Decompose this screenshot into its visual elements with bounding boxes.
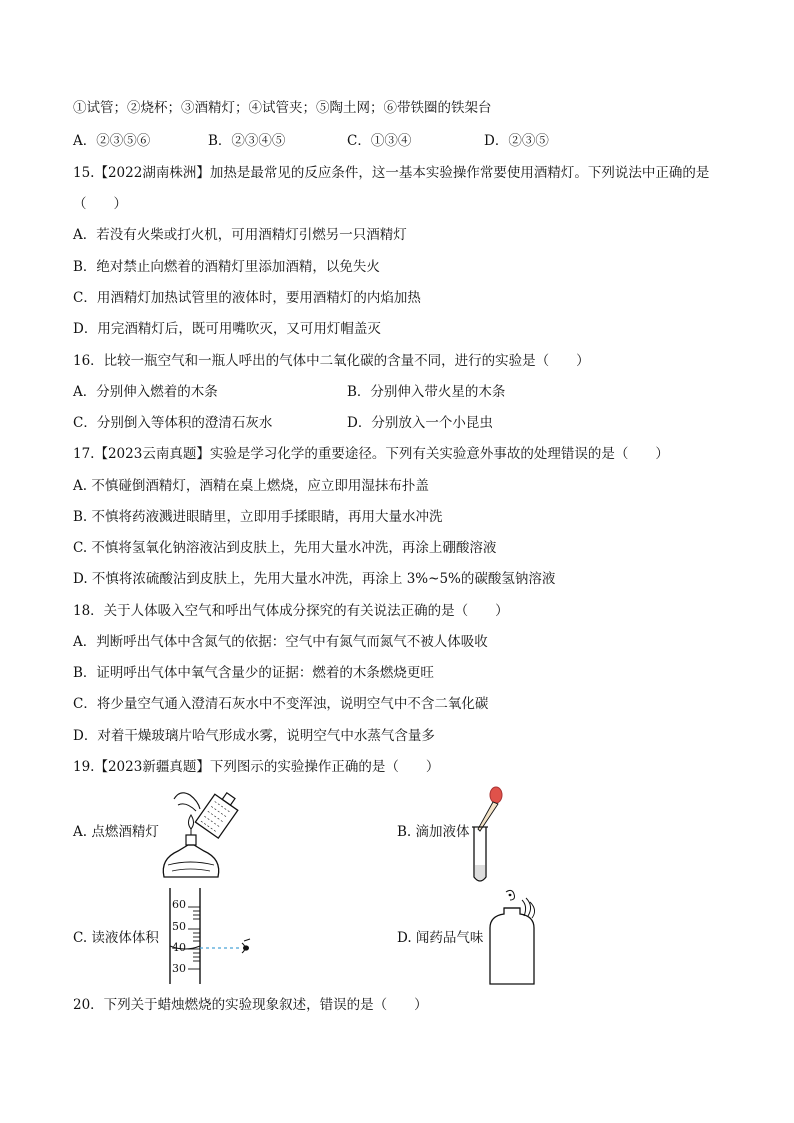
q15-answer-paren: （ ） [73, 196, 127, 212]
cylinder-tick-40: 40 [172, 941, 186, 954]
q19-option-b[interactable]: B. 滴加液体 [397, 824, 470, 840]
q18-option-d[interactable]: D．对着干燥玻璃片哈气形成水雾，说明空气中水蒸气含量多 [73, 728, 435, 744]
dropper-figure [464, 785, 514, 885]
q14-option-b[interactable]: B．②③④⑤ [208, 133, 286, 149]
q16-option-b[interactable]: B．分别伸入带火星的木条 [347, 384, 506, 400]
q17-option-a[interactable]: A. 不慎碰倒酒精灯，酒精在桌上燃烧，应立即用湿抹布扑盖 [73, 478, 429, 494]
q15-stem: 15.【2022湖南株洲】加热是最常见的反应条件，这一基本实验操作常要使用酒精灯。下列说法中正确的是 [73, 165, 710, 181]
q19-option-a[interactable]: A. 点燃酒精灯 [73, 824, 159, 840]
q17-option-d[interactable]: D. 不慎将浓硫酸沾到皮肤上，先用大量水冲洗，再涂上 3%~5%的碳酸氢钠溶液 [73, 571, 556, 587]
reagent-bottle-figure [484, 886, 544, 986]
q18-option-b[interactable]: B．证明呼出气体中氧气含量少的证据：燃着的木条燃烧更旺 [73, 665, 434, 681]
alcohol-lamp-figure [150, 785, 250, 885]
q17-option-b[interactable]: B. 不慎将药液溅进眼睛里，立即用手揉眼睛，再用大量水冲洗 [73, 509, 443, 525]
q17-option-c[interactable]: C. 不慎将氢氧化钠溶液沾到皮肤上，先用大量水冲洗，再涂上硼酸溶液 [73, 540, 497, 556]
q18-option-a[interactable]: A．判断呼出气体中含氮气的依据：空气中有氮气而氮气不被人体吸收 [73, 634, 488, 650]
q19-option-d[interactable]: D. 闻药品气味 [397, 930, 484, 946]
q16-option-c[interactable]: C．分别倒入等体积的澄清石灰水 [73, 415, 273, 431]
q18-stem: 18．关于人体吸入空气和呼出气体成分探究的有关说法正确的是（ ） [73, 603, 509, 619]
q16-stem: 16．比较一瓶空气和一瓶人呼出的气体中二氧化碳的含量不同，进行的实验是（ ） [73, 353, 590, 369]
q18-option-c[interactable]: C．将少量空气通入澄清石灰水中不变浑浊，说明空气中不含二氧化碳 [73, 696, 489, 712]
q15-option-a[interactable]: A．若没有火柴或打火机，可用酒精灯引燃另一只酒精灯 [73, 227, 407, 243]
q19-option-c[interactable]: C. 读液体体积 [73, 930, 159, 946]
q14-option-d[interactable]: D．②③⑤ [484, 133, 549, 149]
q15-option-b[interactable]: B．绝对禁止向燃着的酒精灯里添加酒精，以免失火 [73, 259, 380, 275]
graduated-cylinder-figure [158, 886, 268, 986]
q15-option-c[interactable]: C．用酒精灯加热试管里的液体时，要用酒精灯的内焰加热 [73, 290, 421, 306]
cylinder-tick-30: 30 [172, 962, 186, 975]
q16-option-a[interactable]: A．分别伸入燃着的木条 [73, 384, 218, 400]
q16-option-d[interactable]: D．分别放入一个小昆虫 [347, 415, 493, 431]
q20-stem: 20．下列关于蜡烛燃烧的实验现象叙述，错误的是（ ） [73, 997, 428, 1013]
q14-option-a[interactable]: A．②③⑤⑥ [73, 133, 151, 149]
q15-option-d[interactable]: D．用完酒精灯后，既可用嘴吹灭，又可用灯帽盖灭 [73, 321, 381, 337]
cylinder-tick-50: 50 [172, 920, 186, 933]
q19-stem: 19.【2023新疆真题】下列图示的实验操作正确的是（ ） [73, 759, 440, 775]
q14-option-c[interactable]: C．①③④ [347, 133, 412, 149]
q14-items: ①试管；②烧杯；③酒精灯；④试管夹；⑤陶土网；⑥带铁圈的铁架台 [73, 100, 492, 116]
cylinder-tick-60: 60 [172, 898, 186, 911]
q17-stem: 17.【2023云南真题】实验是学习化学的重要途径。下列有关实验意外事故的处理错误的是（ ） [73, 446, 669, 462]
